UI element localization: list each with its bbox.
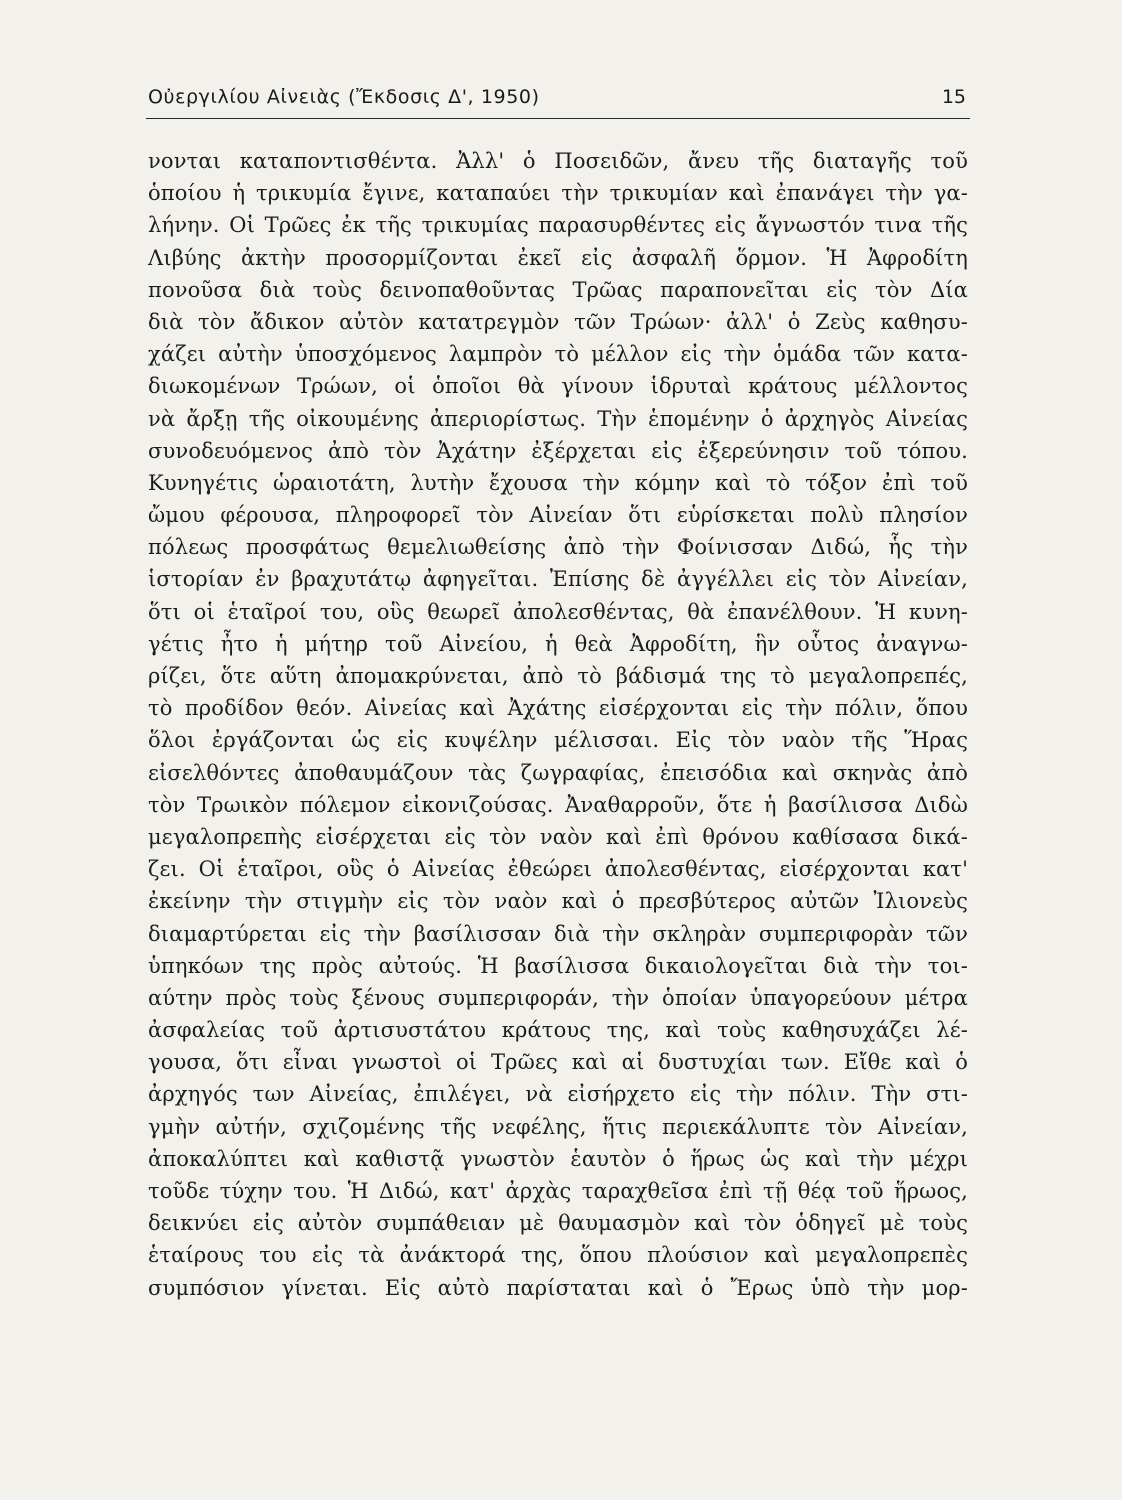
text-line: ὅτι οἱ ἑταῖροί του, οὓς θεωρεῖ ἀπολεσθέντας, θὰ ἐπανέλθουν. Ἡ κυνη- <box>148 599 968 624</box>
text-line: ζει. Οἱ ἑταῖροι, οὓς ὁ Αἰνείας ἐθεώρει ἀπολεσθέντας, εἰσέρχονται κατ' <box>148 857 968 882</box>
text-line: ἑταίρους του εἰς τὰ ἀνάκτορά της, ὅπου πλούσιον καὶ μεγαλοπρεπὲς <box>148 1243 968 1268</box>
running-head <box>148 86 968 118</box>
body-text <box>148 145 968 1304</box>
running-title: Οὐεργιλίου Αἰνειὰς (Ἔκδοσις Δ', 1950) <box>148 86 540 108</box>
text-line: ὤμου φέρουσα, πληροφορεῖ τὸν Αἰνείαν ὅτι εὑρίσκεται πολὺ πλησίον <box>148 503 968 528</box>
text-line: ἀσφαλείας τοῦ ἀρτισυστάτου κράτους της, καὶ τοὺς καθησυχάζει λέ- <box>148 1018 968 1043</box>
text-line: διωκομένων Τρώων, οἱ ὁποῖοι θὰ γίνουν ἱδρυταὶ κράτους μέλλοντος <box>148 374 968 399</box>
text-line: πονοῦσα διὰ τοὺς δεινοπαθοῦντας Τρῶας παραπονεῖται εἰς τὸν Δία <box>148 277 968 302</box>
text-line: ἐκείνην τὴν στιγμὴν εἰς τὸν ναὸν καὶ ὁ πρεσβύτερος αὐτῶν Ἰλιονεὺς <box>148 889 968 914</box>
text-line: τὸν Τρωικὸν πόλεμον εἰκονιζούσας. Ἀναθαρροῦν, ὅτε ἡ βασίλισσα Διδὼ <box>148 792 968 817</box>
text-line: τοῦδε τύχην του. Ἡ Διδώ, κατ' ἀρχὰς ταραχθεῖσα ἐπὶ τῇ θέᾳ τοῦ ἥρωος, <box>148 1179 968 1203</box>
text-line: χάζει αὐτὴν ὑποσχόμενος λαμπρὸν τὸ μέλλον εἰς τὴν ὁμάδα τῶν κατα- <box>148 342 968 367</box>
text-line: ἀρχηγός των Αἰνείας, ἐπιλέγει, νὰ εἰσήρχετο εἰς τὴν πόλιν. Τὴν στι- <box>148 1082 968 1107</box>
page-number: 15 <box>941 86 966 108</box>
text-line: νὰ ἄρξῃ τῆς οἰκουμένης ἀπεριορίστως. Τὴν ἑπομένην ὁ ἀρχηγὸς Αἰνείας <box>148 406 968 431</box>
text-line: ἀποκαλύπτει καὶ καθιστᾷ γνωστὸν ἑαυτὸν ὁ ἥρως ὡς καὶ τὴν μέχρι <box>148 1146 968 1171</box>
text-line: Λιβύης ἀκτὴν προσορμίζονται ἐκεῖ εἰς ἀσφαλῆ ὅρμον. Ἡ Ἀφροδίτη <box>148 245 968 270</box>
text-line: γέτις ἦτο ἡ μήτηρ τοῦ Αἰνείου, ἡ θεὰ Ἀφροδίτη, ἣν οὗτος ἀναγνω- <box>148 631 968 656</box>
text-line: εἰσελθόντες ἀποθαυμάζουν τὰς ζωγραφίας, ἐπεισόδια καὶ σκηνὰς ἀπὸ <box>148 760 968 785</box>
text-line: πόλεως προσφάτως θεμελιωθείσης ἀπὸ τὴν Φοίνισσαν Διδώ, ἧς τὴν <box>148 535 968 560</box>
header-rule <box>146 118 970 119</box>
text-line: δεικνύει εἰς αὐτὸν συμπάθειαν μὲ θαυμασμὸν καὶ τὸν ὁδηγεῖ μὲ τοὺς <box>148 1211 968 1236</box>
text-line: λήνην. Οἱ Τρῶες ἐκ τῆς τρικυμίας παρασυρθέντες εἰς ἄγνωστόν τινα τῆς <box>148 213 968 238</box>
text-line: αύτην πρὸς τοὺς ξένους συμπεριφοράν, τὴν ὁποίαν ὑπαγορεύουν μέτρα <box>148 985 968 1010</box>
text-line: ὁποίου ἡ τρικυμία ἔγινε, καταπαύει τὴν τρικυμίαν καὶ ἐπανάγει τὴν γα- <box>148 181 968 206</box>
text-line: γμὴν αὐτήν, σχιζομένης τῆς νεφέλης, ἥτις περιεκάλυπτε τὸν Αἰνείαν, <box>148 1114 968 1139</box>
text-line: τὸ προδίδον θεόν. Αἰνείας καὶ Ἀχάτης εἰσέρχονται εἰς τὴν πόλιν, ὅπου <box>148 696 968 721</box>
text-line: ρίζει, ὅτε αὕτη ἀπομακρύνεται, ἀπὸ τὸ βάδισμά της τὸ μεγαλοπρεπές, <box>148 664 968 688</box>
text-line: ὑπηκόων της πρὸς αὐτούς. Ἡ βασίλισσα δικαιολογεῖται διὰ τὴν τοι- <box>148 953 968 978</box>
text-line: νονται καταποντισθέντα. Ἀλλ' ὁ Ποσειδῶν, ἄνευ τῆς διαταγῆς τοῦ <box>148 149 968 173</box>
text-line: συνοδευόμενος ἀπὸ τὸν Ἀχάτην ἐξέρχεται εἰς ἐξερεύνησιν τοῦ τόπου. <box>148 438 968 463</box>
text-line: διὰ τὸν ἄδικον αὐτὸν κατατρεγμὸν τῶν Τρώων· ἀλλ' ὁ Ζεὺς καθησυ- <box>148 309 968 334</box>
text-line: Κυνηγέτις ὡραιοτάτη, λυτὴν ἔχουσα τὴν κόμην καὶ τὸ τόξον ἐπὶ τοῦ <box>148 470 968 495</box>
text-line: μεγαλοπρεπὴς εἰσέρχεται εἰς τὸν ναὸν καὶ ἐπὶ θρόνου καθίσασα δικά- <box>148 824 968 849</box>
text-line: ἱστορίαν ἐν βραχυτάτῳ ἀφηγεῖται. Ἐπίσης δὲ ἀγγέλλει εἰς τὸν Αἰνείαν, <box>148 567 968 592</box>
text-line: γουσα, ὅτι εἶναι γνωστοὶ οἱ Τρῶες καὶ αἱ δυστυχίαι των. Εἴθε καὶ ὁ <box>148 1050 968 1075</box>
text-line: ὅλοι ἐργάζονται ὡς εἰς κυψέλην μέλισσαι. Εἰς τὸν ναὸν τῆς Ἥρας <box>148 728 968 753</box>
text-line: διαμαρτύρεται εἰς τὴν βασίλισσαν διὰ τὴν σκληρὰν συμπεριφορὰν τῶν <box>148 921 968 946</box>
text-line: συμπόσιον γίνεται. Εἰς αὐτὸ παρίσταται καὶ ὁ Ἔρως ὑπὸ τὴν μορ- <box>148 1275 968 1300</box>
